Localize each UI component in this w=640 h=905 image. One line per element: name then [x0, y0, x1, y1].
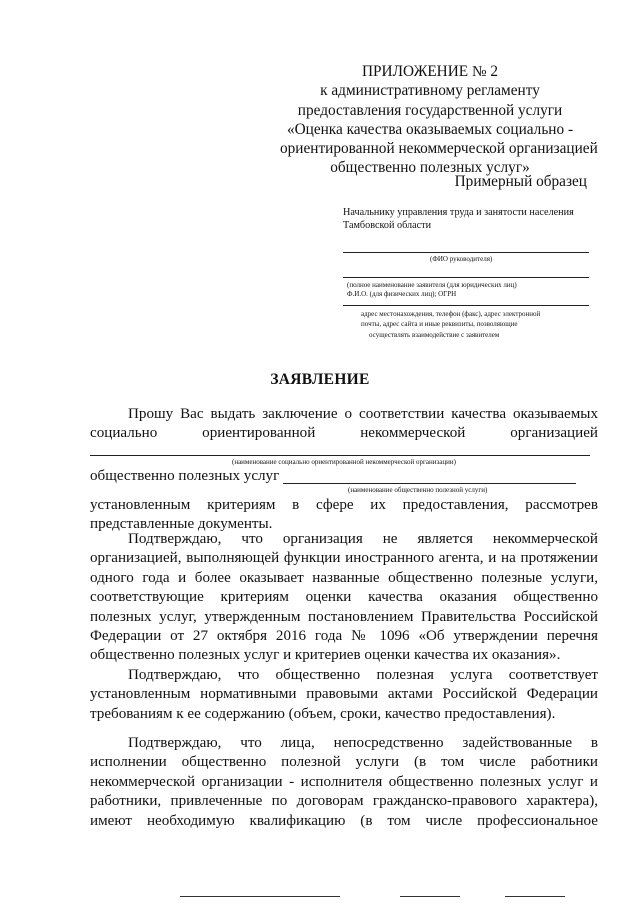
paragraph-confirm-agent [90, 530, 598, 666]
address-caption-line: адрес местонахождения, телефон (факс), адрес электронной [361, 310, 541, 318]
text-line: Подтверждаю, что лица, непосредственно задействованные в [128, 735, 598, 751]
appendix-line: ориентированной некоммерческой организацией [280, 140, 598, 158]
text-line: требованиям к ее содержанию (объем, сроки, качество предоставления). [90, 705, 556, 722]
sample-label: Примерный образец [454, 173, 587, 190]
head-name-caption: (ФИО руководителя) [430, 255, 493, 263]
text-line: Прошу Вас выдать заключение о соответствии качества оказываемых [128, 406, 598, 422]
appendix-number: ПРИЛОЖЕНИЕ № 2 [361, 63, 499, 80]
bottom-rule [180, 896, 340, 897]
address-caption [361, 309, 540, 340]
text-line: имеют необходимую квалификацию (в том числе профессиональное [90, 812, 598, 829]
appendix-line: «Оценка качества оказываемых социально - [286, 120, 574, 138]
text-line: Подтверждаю, что общественно полезная услуга соответствует [128, 667, 598, 683]
text-line: организацией, выполняющей функции иностранного агента, и на протяжении [90, 550, 598, 567]
head-name-field[interactable] [343, 252, 589, 253]
document-title: ЗАЯВЛЕНИЕ [270, 371, 370, 388]
text-line: представленные документы. [90, 516, 273, 533]
text-line: Подтверждаю, что организация не является некоммерческой [128, 531, 598, 547]
text-line: установленным критериям в сфере их предоставления, рассмотрев [90, 497, 598, 513]
text-line: полезных услуг, утвержденным постановлением Правительства Российской [90, 608, 598, 625]
text-line: установленным нормативными правовыми актами Российской Федерации [90, 686, 598, 703]
text-line: исполнении общественно полезной услуги (в том числе работники [90, 754, 598, 771]
text-line: Федерации от 27 октября 2016 года № 1096 «Об утверждении перечня [90, 628, 598, 645]
organization-name-field[interactable] [90, 455, 590, 456]
organization-name-caption: (наименование социально ориентированной некоммерческой организации) [232, 458, 456, 466]
appendix-line: общественно полезных услуг» [330, 159, 530, 177]
addressee [343, 207, 574, 232]
service-name-caption: (наименование общественно полезной услуги) [348, 486, 488, 494]
address-caption-line: осуществлять взаимодействие с заявителем [369, 330, 500, 339]
text-line: социально ориентированной некоммерческой организацией [90, 425, 598, 442]
appendix-line: к административному регламенту [320, 82, 540, 100]
applicant-caption-line: (полное наименование заявителя (для юридических лиц) [347, 281, 517, 289]
text-line: соответствующие критериям оценки качества оказания общественно [90, 589, 598, 606]
paragraph-confirm-requirements [90, 666, 598, 724]
applicant-caption [347, 281, 517, 298]
address-caption-line: почты, адрес сайта и иные реквизиты, позволяющие [361, 320, 518, 329]
addressee-line: Начальнику управления труда и занятости населения [343, 207, 574, 218]
paragraph-confirm-staff [90, 734, 598, 831]
text-line: работники, привлеченные по договорам гражданско-правового характера), [90, 793, 598, 810]
appendix-header [280, 62, 598, 178]
address-field[interactable] [343, 305, 589, 306]
applicant-caption-line: Ф.И.О. (для физических лиц); ОГРН [347, 289, 457, 298]
bottom-rule [505, 896, 565, 897]
service-name-field[interactable] [283, 483, 576, 484]
paragraph-request [90, 405, 598, 444]
text-line: некоммерческой организации - исполнителя общественно полезных услуг и [90, 773, 598, 790]
paragraph-request-cont [90, 496, 598, 535]
text-line: одного года и более оказывает названные общественно полезные услуги, [90, 569, 598, 586]
bottom-rule [400, 896, 460, 897]
text-line: общественно полезных услуг и критериев оценки качества их оказания». [90, 647, 561, 664]
applicant-field[interactable] [343, 277, 589, 278]
addressee-line: Тамбовской области [343, 219, 432, 231]
services-prefix: общественно полезных услуг [90, 468, 280, 484]
appendix-line: предоставления государственной услуги [297, 101, 563, 119]
